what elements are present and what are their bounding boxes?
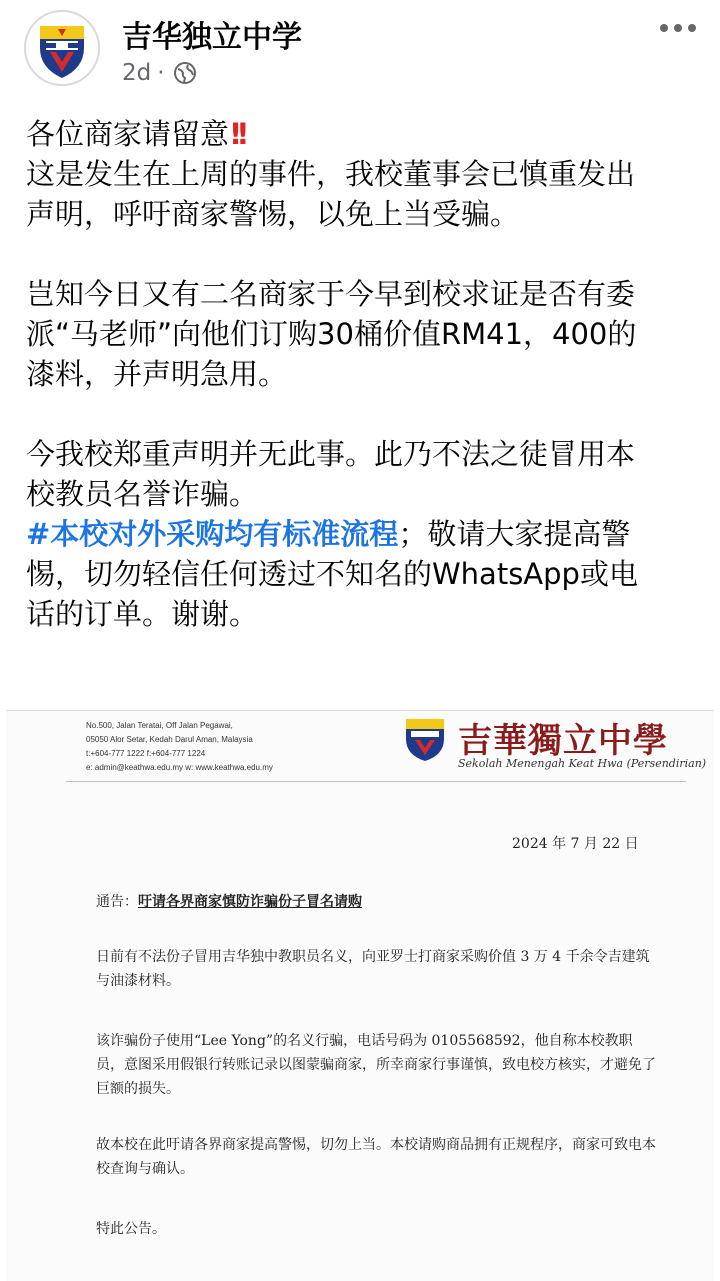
- post-line: 漆料，并声明急用。: [26, 357, 288, 391]
- letterhead-school-name: 吉華獨立中學: [458, 721, 668, 761]
- address-line: e: admin@keathwa.edu.my w: www.keathwa.edu.my: [86, 763, 273, 772]
- letterhead-address: [86, 719, 273, 775]
- address-line: t:+604-777 1222 f:+604-777 1224: [86, 749, 206, 758]
- post-title-line: [26, 114, 706, 154]
- page-avatar[interactable]: [24, 10, 100, 86]
- post-line: 声明，呼吁商家警惕，以免上当受骗。: [26, 197, 520, 231]
- meta-separator: ·: [157, 60, 165, 86]
- attached-notice-image[interactable]: [6, 710, 714, 1281]
- notice-paragraph: 日前有不法份子冒用吉华独中教职员名义，向亚罗士打商家采购价值 3 万 4 千余令吉建筑与油漆材料。: [96, 949, 650, 989]
- address-line: 05050 Alor Setar, Kedah Darul Aman, Malaysia: [86, 735, 253, 744]
- post-body: [26, 114, 706, 634]
- notice-date: 2024 年 7 月 22 日: [512, 836, 639, 852]
- post-line: 校教员名誉诈骗。: [26, 477, 259, 511]
- notice-subject-text: 吁请各界商家慎防诈骗份子冒名请购: [138, 894, 362, 910]
- notice-paragraph: 特此公告。: [96, 1221, 166, 1237]
- post-line: 惕，切勿轻信任何透过不知名的WhatsApp或电: [26, 557, 638, 591]
- more-options-icon: [658, 18, 698, 38]
- notice-subject: [96, 891, 362, 911]
- post-line: [26, 514, 706, 554]
- page-name[interactable]: 吉华独立中学: [122, 20, 302, 55]
- letterhead-divider: [66, 781, 686, 782]
- post-meta: [122, 60, 197, 86]
- post-header: [0, 0, 720, 110]
- hashtag-link[interactable]: #本校对外采购均有标准流程: [26, 517, 399, 551]
- post-line: 话的订单。谢谢。: [26, 597, 259, 631]
- post-text: ；敬请大家提高警: [398, 517, 631, 551]
- address-line: No.500, Jalan Teratai, Off Jalan Pegawai,: [86, 721, 233, 730]
- post-line: 今我校郑重声明并无此事。此乃不法之徒冒用本: [26, 437, 636, 471]
- school-crest-icon: [26, 12, 98, 84]
- post-line: 这是发生在上周的事件，我校董事会已慎重发出: [26, 157, 636, 191]
- notice-paragraph: 故本校在此吁请各界商家提高警惕，切勿上当。本校请购商品拥有正规程序，商家可致电本校查询与确认。: [96, 1137, 656, 1177]
- double-exclamation-icon: !!: [229, 117, 244, 151]
- letterhead-crest-icon: [402, 715, 448, 763]
- notice-paragraph: 该诈骗份子使用“Lee Yong”的名义行骗，电话号码为 0105568592，他自称本校教职员，意图采用假银行转账记录以图蒙骗商家，所幸商家行事谨慎，致电校方核实，才避免了巨额的损失。: [96, 1033, 656, 1097]
- post-title: 各位商家请留意: [26, 117, 230, 151]
- post-line: 岂知今日又有二名商家于今早到校求证是否有委: [26, 277, 636, 311]
- letterhead-school-roman: Sekolah Menengah Keat Hwa (Persendirian): [458, 757, 707, 770]
- globe-icon: [173, 61, 197, 85]
- post-line: 派“马老师”向他们订购30桶价值RM41，400的: [26, 317, 637, 351]
- more-options-button[interactable]: [658, 18, 698, 38]
- post-time[interactable]: 2d: [122, 60, 152, 86]
- notice-subject-label: 通告：: [96, 894, 138, 910]
